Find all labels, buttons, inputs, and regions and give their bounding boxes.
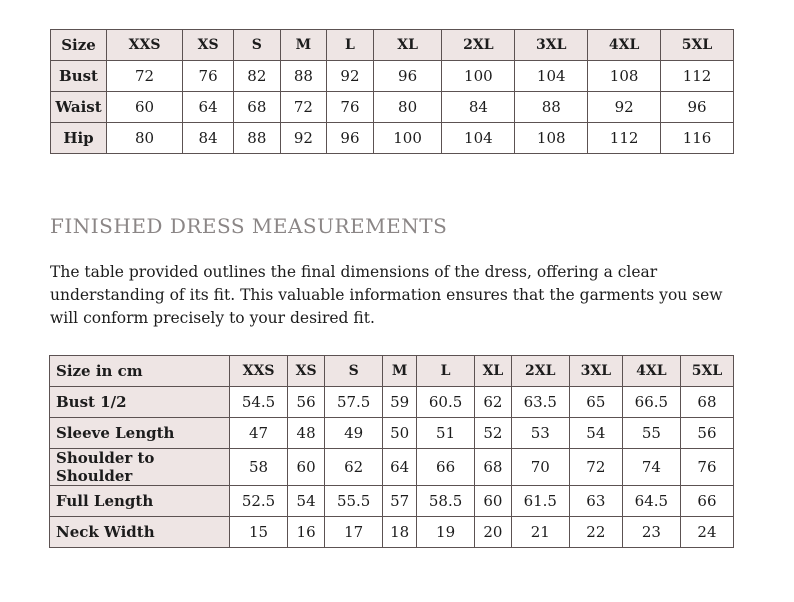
table-cell: 92	[327, 61, 374, 92]
header-cell: L	[417, 356, 475, 387]
table-cell: 64	[183, 92, 234, 123]
table-cell: 100	[373, 123, 442, 154]
header-cell: Size	[51, 30, 107, 61]
table-cell: 58	[230, 449, 288, 486]
table-cell: 88	[280, 61, 327, 92]
header-cell: 4XL	[588, 30, 661, 61]
table-cell: 76	[680, 449, 733, 486]
header-cell: S	[325, 356, 383, 387]
table-cell: 18	[383, 517, 417, 548]
row-label: Waist	[51, 92, 107, 123]
header-cell: M	[280, 30, 327, 61]
header-cell: Size in cm	[50, 356, 230, 387]
table-cell: 68	[234, 92, 281, 123]
row-label: Shoulder to Shoulder	[50, 449, 230, 486]
table-cell: 56	[288, 387, 325, 418]
table-cell: 63.5	[511, 387, 569, 418]
table-cell: 62	[325, 449, 383, 486]
table-cell: 49	[325, 418, 383, 449]
table-cell: 68	[475, 449, 512, 486]
table-cell: 15	[230, 517, 288, 548]
row-label: Bust 1/2	[50, 387, 230, 418]
table-header-row	[50, 356, 734, 387]
table-cell: 60.5	[417, 387, 475, 418]
section-title: FINISHED DRESS MEASUREMENTS	[50, 214, 448, 238]
table-cell: 54	[288, 486, 325, 517]
table-cell: 51	[417, 418, 475, 449]
header-cell: XXS	[230, 356, 288, 387]
header-cell: M	[383, 356, 417, 387]
table-cell: 57	[383, 486, 417, 517]
table-cell: 61.5	[511, 486, 569, 517]
row-label: Sleeve Length	[50, 418, 230, 449]
table-cell: 96	[661, 92, 734, 123]
header-cell: XS	[288, 356, 325, 387]
table-row	[50, 418, 734, 449]
table-cell: 104	[515, 61, 588, 92]
table-cell: 65	[569, 387, 622, 418]
table-cell: 52.5	[230, 486, 288, 517]
row-label: Neck Width	[50, 517, 230, 548]
header-cell: 2XL	[442, 30, 515, 61]
table-cell: 108	[588, 61, 661, 92]
table-cell: 24	[680, 517, 733, 548]
table-cell: 56	[680, 418, 733, 449]
table-cell: 100	[442, 61, 515, 92]
table-cell: 68	[680, 387, 733, 418]
table-cell: 47	[230, 418, 288, 449]
header-cell: 3XL	[515, 30, 588, 61]
table-cell: 23	[622, 517, 680, 548]
table-row	[51, 92, 734, 123]
row-label: Bust	[51, 61, 107, 92]
table-cell: 48	[288, 418, 325, 449]
table-cell: 112	[588, 123, 661, 154]
header-cell: 5XL	[680, 356, 733, 387]
size-chart-table	[50, 29, 734, 154]
table-cell: 64	[383, 449, 417, 486]
table-cell: 22	[569, 517, 622, 548]
table-cell: 80	[373, 92, 442, 123]
table-cell: 104	[442, 123, 515, 154]
table-cell: 72	[569, 449, 622, 486]
table-header-row	[51, 30, 734, 61]
table-cell: 50	[383, 418, 417, 449]
header-cell: XL	[373, 30, 442, 61]
table-cell: 58.5	[417, 486, 475, 517]
table-cell: 116	[661, 123, 734, 154]
table-cell: 112	[661, 61, 734, 92]
table-cell: 16	[288, 517, 325, 548]
table-cell: 76	[327, 92, 374, 123]
table-cell: 60	[107, 92, 183, 123]
table-row	[50, 486, 734, 517]
finished-measurements-table	[49, 355, 734, 548]
header-cell: L	[327, 30, 374, 61]
table-cell: 66.5	[622, 387, 680, 418]
table-cell: 57.5	[325, 387, 383, 418]
table-cell: 63	[569, 486, 622, 517]
table-cell: 19	[417, 517, 475, 548]
table-cell: 62	[475, 387, 512, 418]
header-cell: 2XL	[511, 356, 569, 387]
table-cell: 92	[280, 123, 327, 154]
header-cell: 5XL	[661, 30, 734, 61]
table-cell: 72	[107, 61, 183, 92]
table-cell: 70	[511, 449, 569, 486]
table-cell: 66	[680, 486, 733, 517]
table-cell: 55.5	[325, 486, 383, 517]
table-cell: 108	[515, 123, 588, 154]
table-cell: 72	[280, 92, 327, 123]
table-row	[50, 517, 734, 548]
header-cell: XS	[183, 30, 234, 61]
header-cell: S	[234, 30, 281, 61]
table-cell: 55	[622, 418, 680, 449]
table-cell: 96	[373, 61, 442, 92]
table-cell: 66	[417, 449, 475, 486]
table-cell: 21	[511, 517, 569, 548]
table-cell: 84	[183, 123, 234, 154]
table-cell: 92	[588, 92, 661, 123]
table-row	[50, 449, 734, 486]
table-cell: 60	[475, 486, 512, 517]
header-cell: XL	[475, 356, 512, 387]
header-cell: XXS	[107, 30, 183, 61]
table-cell: 88	[234, 123, 281, 154]
table-cell: 53	[511, 418, 569, 449]
header-cell: 3XL	[569, 356, 622, 387]
intro-paragraph: The table provided outlines the final dimensions of the dress, offering a clear understanding of its fit. This valuable information ensures that the garments you sew will conform precisely to your desired fit.	[50, 263, 723, 327]
table-cell: 74	[622, 449, 680, 486]
table-cell: 54.5	[230, 387, 288, 418]
table-cell: 54	[569, 418, 622, 449]
table-cell: 84	[442, 92, 515, 123]
table-cell: 76	[183, 61, 234, 92]
table-row	[51, 123, 734, 154]
table-cell: 96	[327, 123, 374, 154]
row-label: Full Length	[50, 486, 230, 517]
table-cell: 59	[383, 387, 417, 418]
table-cell: 64.5	[622, 486, 680, 517]
table-row	[51, 61, 734, 92]
header-cell: 4XL	[622, 356, 680, 387]
table-cell: 82	[234, 61, 281, 92]
table-cell: 80	[107, 123, 183, 154]
table-cell: 52	[475, 418, 512, 449]
table-cell: 88	[515, 92, 588, 123]
table-cell: 17	[325, 517, 383, 548]
table-cell: 60	[288, 449, 325, 486]
table-row	[50, 387, 734, 418]
row-label: Hip	[51, 123, 107, 154]
table-cell: 20	[475, 517, 512, 548]
